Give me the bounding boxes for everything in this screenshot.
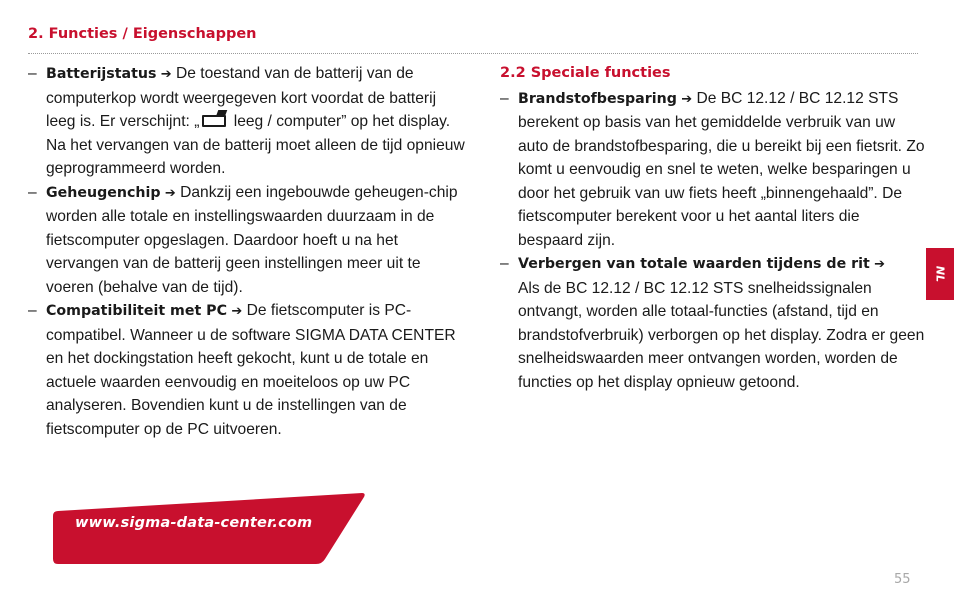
arrow-icon: ➔ xyxy=(231,304,243,319)
bullet-dash: – xyxy=(500,255,509,272)
bullet-dash: – xyxy=(28,302,37,319)
battery-low-icon xyxy=(202,115,226,127)
item-term: Compatibiliteit met PC xyxy=(46,303,227,319)
item-term: Geheugenchip xyxy=(46,184,161,201)
item-text: De fietscomputer is PC-compatibel. Wanneer u de software SIGMA DATA CENTER en het dockingstation heeft gekocht, kunt u de totale en actuele waarden eenvoudig en moeiteloos op uw PC analyseren. Bovendien kunt u de instellingen van de fietscomputer op de PC uitvoeren. xyxy=(46,302,456,438)
list-item-batterijstatus xyxy=(28,62,468,181)
dotted-divider xyxy=(28,53,918,54)
list-item-geheugenchip xyxy=(28,181,468,300)
right-column xyxy=(500,62,925,394)
section-title: 2. Functies / Eigenschappen xyxy=(28,26,257,42)
bullet-dash: – xyxy=(28,183,37,201)
list-item-verbergen xyxy=(500,252,925,394)
arrow-icon: ➔ xyxy=(164,185,176,201)
url-link[interactable]: www.sigma-data-center.com xyxy=(75,515,313,531)
bullet-dash: – xyxy=(500,89,509,107)
item-term: Brandstofbesparing xyxy=(518,90,677,107)
left-column xyxy=(28,62,468,441)
arrow-icon: ➔ xyxy=(874,257,886,272)
item-term: Batterijstatus xyxy=(46,66,157,82)
arrow-icon: ➔ xyxy=(160,67,172,82)
arrow-icon: ➔ xyxy=(681,91,693,107)
bullet-dash: – xyxy=(28,65,37,82)
list-item-brandstofbesparing xyxy=(500,87,925,253)
subsection-heading: 2.2 Speciale functies xyxy=(500,65,671,81)
item-term: Verbergen van totale waarden tijdens de rit xyxy=(518,256,870,272)
item-text: De BC 12.12 / BC 12.12 STS berekent op basis van het gemiddelde verbruik van uw auto de brandstofbesparing, die u bereikt bij een fietsrit. Zo komt u eenvoudig en snel te weten, welke besparingen u door het gebruik van uw fiets heeft „binnengehaald”. De fietscomputer berekent voor u het aantal liters die bespaard zijn. xyxy=(518,89,925,249)
item-text-continued: leeg / computer” op het display. Na het vervangen van de batterij moet alleen de tijd opnieuw geprogrammeerd worden. xyxy=(46,113,465,177)
list-item-compatibiliteit xyxy=(28,299,468,441)
language-label: NL xyxy=(933,265,947,283)
item-text: Dankzij een ingebouwde geheugen-chip worden alle totale en instellingswaarden duurzaam in de fietscomputer opgeslagen. Daardoor hoeft u na het vervangen van de batterij geen instellingen meer uit te voeren (behalve van de tijd). xyxy=(46,183,458,296)
url-banner[interactable] xyxy=(53,493,366,565)
item-text: De toestand van de batterij van de computerkop wordt weergegeven kort voordat de batterij leeg is. Er verschijnt: „ xyxy=(46,65,437,130)
page-number: 55 xyxy=(894,572,911,587)
item-text: Als de BC 12.12 / BC 12.12 STS snelheidssignalen ontvangt, worden alle totaal-functies (afstand, tijd en brandstofverbruik) verborgen op het display. Zodra er geen snelheidswaarden meer ontvangen worden, worden de functies op het display opnieuw getoond. xyxy=(518,279,925,391)
language-tab xyxy=(926,248,954,300)
